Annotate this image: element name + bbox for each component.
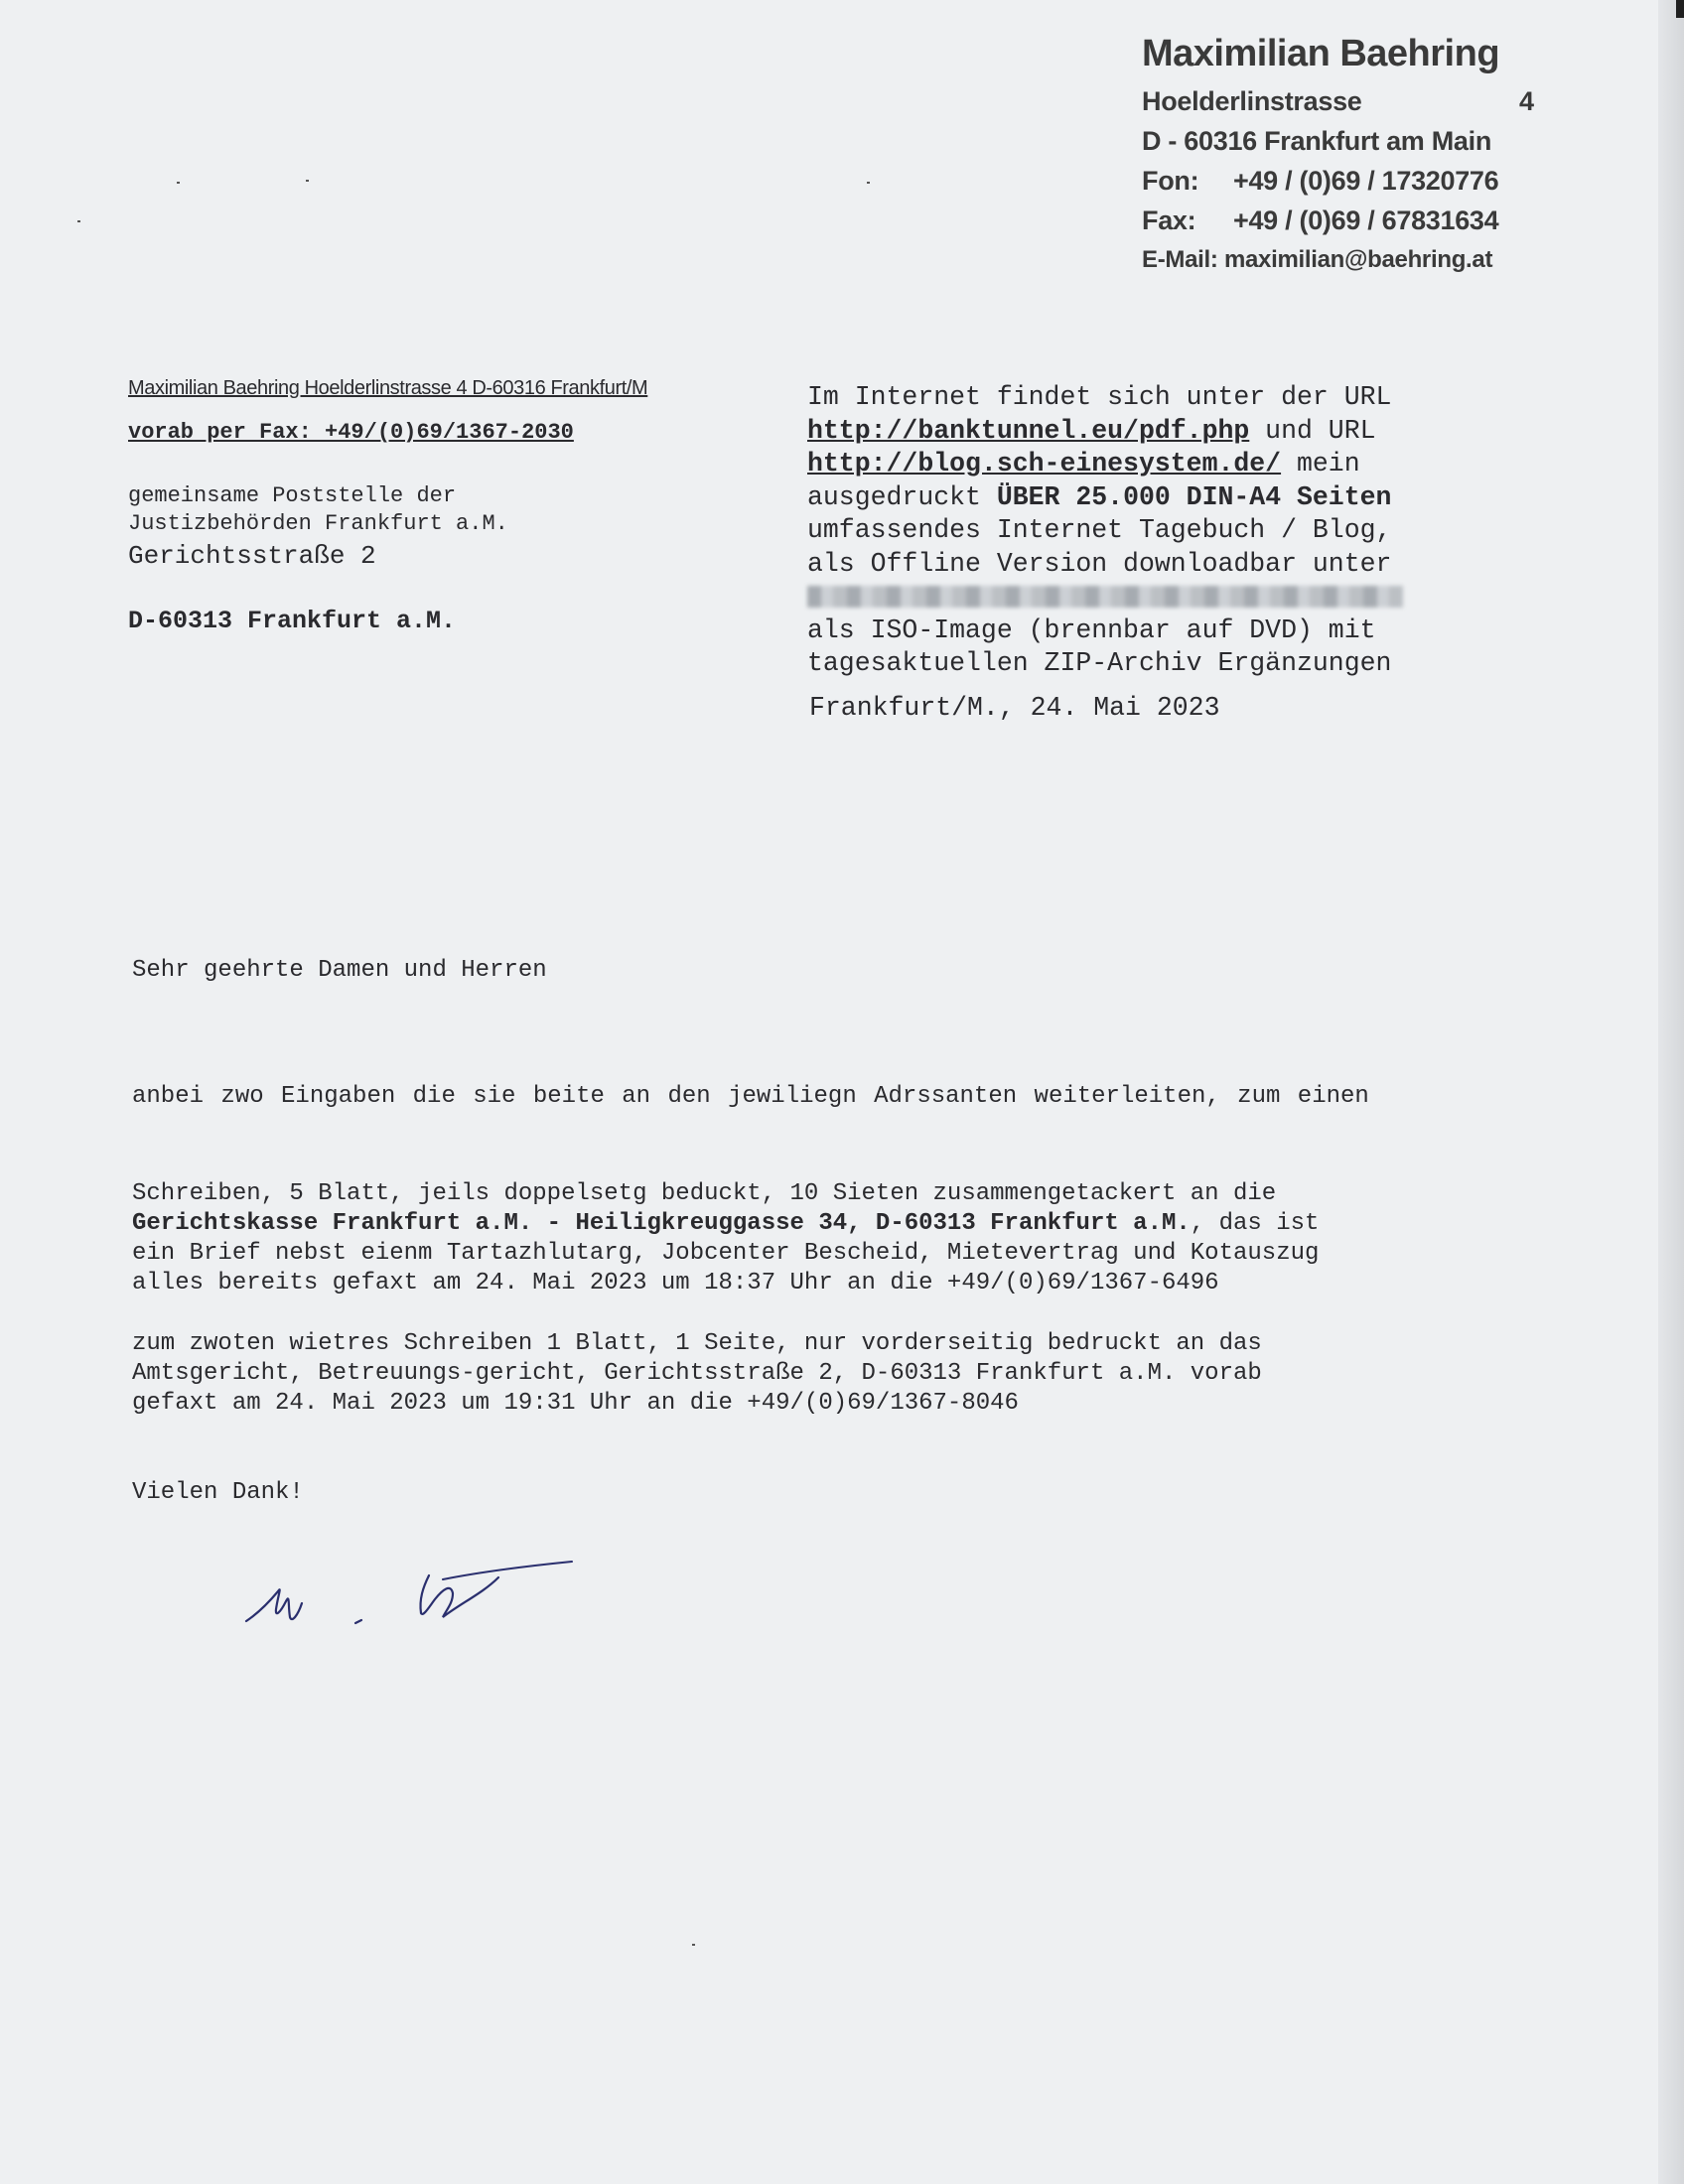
scan-speck xyxy=(177,182,180,184)
prefax-line: vorab per Fax: +49/(0)69/1367-2030 xyxy=(128,420,574,445)
info-line4 xyxy=(807,481,1403,515)
scan-speck xyxy=(867,182,870,184)
paragraph-1: anbei zwo Eingaben die sie beite an den jewiliegn Adrssanten weiterleiten, zum einen xyxy=(132,1083,1369,1110)
info-line3 xyxy=(807,448,1403,481)
paragraph-2-line2 xyxy=(132,1209,1319,1239)
paragraph-2 xyxy=(132,1179,1319,1298)
url-blog[interactable]: http://blog.sch-einesystem.de/ xyxy=(807,449,1282,478)
info-line1: Im Internet findet sich unter der URL xyxy=(807,382,1392,412)
fon-label: Fon: xyxy=(1142,166,1199,196)
recipient-line2: Justizbehörden Frankfurt a.M. xyxy=(128,511,508,536)
page-edge-shadow xyxy=(1658,0,1684,2184)
letter-date: Frankfurt/M., 24. Mai 2023 xyxy=(809,693,1220,723)
email-address: maximilian@baehring.at xyxy=(1223,246,1493,273)
scan-speck xyxy=(77,220,80,222)
info-line9: tagesaktuellen ZIP-Archiv Ergänzungen xyxy=(807,648,1392,678)
letterhead-street: Hoelderlinstrasse xyxy=(1142,86,1362,116)
paragraph-2-line2-rest: , das ist xyxy=(1190,1210,1320,1237)
fax-label: Fax: xyxy=(1142,205,1196,235)
scan-speck xyxy=(692,1944,695,1946)
info-url2-after: mein xyxy=(1281,449,1360,478)
sender-return-address: Maximilian Baehring Hoelderlinstrasse 4 D-60316 Frankfurt/M xyxy=(128,377,648,399)
recipient-line1: gemeinsame Poststelle der xyxy=(128,483,457,508)
paragraph-2-line1: Schreiben, 5 Blatt, jeils doppelsetg beduckt, 10 Sieten zusammengetackert an die xyxy=(132,1180,1277,1207)
recipient-city: D-60313 Frankfurt a.M. xyxy=(128,607,457,635)
info-line5: umfassendes Internet Tagebuch / Blog, xyxy=(807,515,1392,545)
page-edge-mark xyxy=(1676,0,1684,18)
info-line7-redacted xyxy=(807,581,1403,614)
info-line8: als ISO-Image (brennbar auf DVD) mit xyxy=(807,614,1376,645)
letterhead-fax-line xyxy=(1142,201,1658,240)
url-banktunnel[interactable]: http://banktunnel.eu/pdf.php xyxy=(807,415,1250,446)
letterhead-name: Maximilian Baehring xyxy=(1142,33,1500,74)
letterhead-house-number: 4 xyxy=(1519,86,1534,116)
paragraph-3-line1: zum zwoten wietres Schreiben 1 Blatt, 1 Seite, nur vorderseitig bedruckt an das xyxy=(132,1330,1262,1357)
letterhead-city: D - 60316 Frankfurt am Main xyxy=(1142,126,1492,156)
letterhead xyxy=(1142,28,1658,280)
letterhead-fon-line xyxy=(1142,161,1658,201)
salutation: Sehr geehrte Damen und Herren xyxy=(132,957,547,984)
info-line6: als Offline Version downloadbar unter xyxy=(807,548,1392,579)
paragraph-3 xyxy=(132,1329,1262,1419)
info-line4-a: ausgedruckt xyxy=(807,481,997,512)
internet-info-block xyxy=(807,381,1403,681)
paragraph-2-bold: Gerichtskasse Frankfurt a.M. - Heiligkreuggasse 34, D-60313 Frankfurt a.M. xyxy=(132,1210,1191,1237)
info-url1-after: und URL xyxy=(1249,415,1376,446)
info-line4-bold: ÜBER 25.000 DIN-A4 Seiten xyxy=(996,481,1392,512)
redacted-url xyxy=(807,586,1403,608)
paragraph-3-line2: Amtsgericht, Betreuungs-gericht, Gerichtsstraße 2, D-60313 Frankfurt a.M. vorab xyxy=(132,1360,1262,1387)
letterhead-street-line xyxy=(1142,81,1658,121)
closing: Vielen Dank! xyxy=(132,1479,304,1506)
handwritten-signature xyxy=(238,1544,586,1643)
recipient-line3: Gerichtsstraße 2 xyxy=(128,541,376,571)
fon-number: +49 / (0)69 / 17320776 xyxy=(1233,166,1499,196)
fax-number: +49 / (0)69 / 67831634 xyxy=(1233,205,1499,235)
paragraph-2-line4: alles bereits gefaxt am 24. Mai 2023 um 18:37 Uhr an die +49/(0)69/1367-6496 xyxy=(132,1270,1219,1297)
email-label: E-Mail: xyxy=(1142,246,1218,273)
recipient-address xyxy=(128,482,508,635)
paragraph-3-line3: gefaxt am 24. Mai 2023 um 19:31 Uhr an die +49/(0)69/1367-8046 xyxy=(132,1390,1019,1417)
scan-speck xyxy=(306,180,309,182)
paragraph-2-line3: ein Brief nebst eienm Tartazhlutarg, Jobcenter Bescheid, Mietevertrag und Kotauszug xyxy=(132,1240,1320,1267)
info-line2 xyxy=(807,415,1403,449)
letterhead-email-line xyxy=(1142,240,1658,280)
